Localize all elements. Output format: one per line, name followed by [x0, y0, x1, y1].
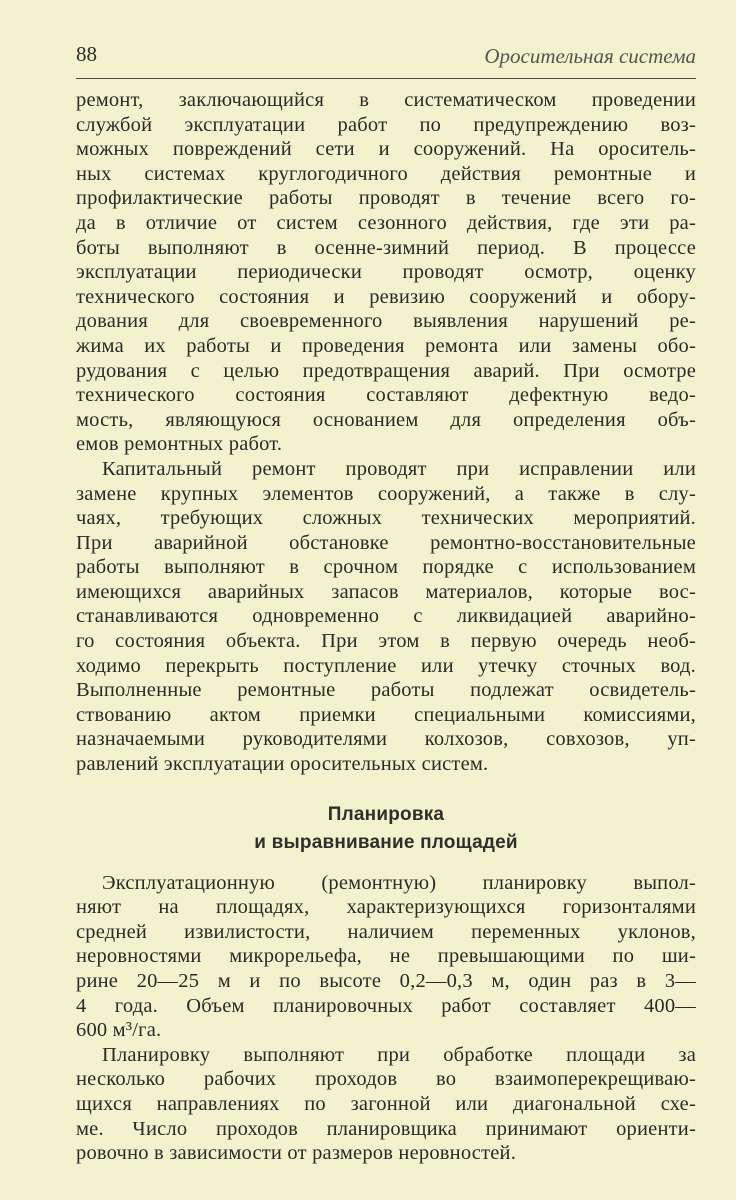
- section-title-line: Планировка: [327, 803, 445, 825]
- text-line: Эксплуатационную (ремонтную) планировку выпол-: [102, 871, 696, 894]
- paragraph: [76, 871, 696, 1043]
- paragraph: [76, 457, 696, 777]
- text-line: средней извилистости, наличием переменных уклонов,: [76, 920, 696, 943]
- text-line: станавливаются одновременно с ликвидацией аварийно-: [76, 605, 696, 628]
- text-line: несколько рабочих проходов во взаимоперекрещиваю-: [76, 1068, 696, 1091]
- running-title: Оросительная система: [484, 44, 696, 68]
- text-line: рине 20—25 м и по высоте 0,2—0,3 м, один раз в 3—: [76, 970, 696, 992]
- text-line: службой эксплуатации работ по предупреждению воз-: [76, 113, 696, 136]
- section-title-line: и выравнивание площадей: [254, 831, 518, 853]
- text-line: да в отличие от систем сезонного действия, где эти ра-: [76, 211, 696, 234]
- text-line: го состояния объекта. При этом в первую очередь необ-: [76, 630, 696, 653]
- text-line: технического состояния и ревизию сооружений и обору-: [76, 285, 696, 308]
- page-header: [76, 38, 696, 79]
- paragraph: [76, 1043, 696, 1166]
- text-line: имеющихся аварийных запасов материалов, которые вос-: [76, 580, 696, 603]
- section-title: [76, 801, 696, 857]
- text-line: жима их работы и проведения ремонта или замены обо-: [76, 334, 696, 357]
- text-line: мость, являющуюся основанием для определения объ-: [76, 408, 696, 431]
- text-line: равлений эксплуатации оросительных систем.: [76, 753, 489, 776]
- text-line: профилактические работы проводят в течение всего го-: [76, 187, 696, 210]
- text-line: неровностями микрорельефа, не превышающими по ши-: [76, 945, 696, 968]
- text-line: боты выполняют в осенне-зимний период. В процессе: [76, 236, 696, 259]
- text-line: няют на площадях, характеризующихся горизонталями: [76, 896, 696, 919]
- text-line: ремонт, заключающийся в систематическом проведении: [76, 89, 696, 111]
- text-line: емов ремонтных работ.: [76, 433, 283, 456]
- text-line: Планировку выполняют при обработке площади за: [102, 1043, 696, 1066]
- text-line: чаях, требующих сложных технических мероприятий.: [76, 507, 696, 530]
- text-line: ных системах круглогодичного действия ремонтные и: [76, 162, 696, 185]
- page-number: 88: [76, 42, 97, 66]
- text-line: ровочно в зависимости от размеров неровностей.: [76, 1142, 517, 1165]
- text-line: рудования с целью предотвращения аварий. При осмотре: [76, 359, 696, 382]
- text-line: 600 м³/га.: [76, 1019, 162, 1042]
- text-line: ходимо перекрыть поступление или утечку сточных вод.: [76, 654, 696, 677]
- body-text: [76, 88, 696, 1166]
- text-line: ствованию актом приемки специальными комиссиями,: [76, 703, 696, 726]
- paragraph: [76, 88, 696, 457]
- text-line: технического состояния составляют дефектную ведо-: [76, 384, 696, 407]
- text-line: эксплуатации периодически проводят осмотр, оценку: [76, 261, 696, 284]
- text-line: Выполненные ремонтные работы подлежат освидетель-: [76, 679, 696, 702]
- text-line: дования для своевременного выявления нарушений ре-: [76, 310, 696, 333]
- text-line: замене крупных элементов сооружений, а также в слу-: [76, 482, 696, 505]
- text-line: работы выполняют в срочном порядке с использованием: [76, 556, 696, 579]
- text-line: щихся направлениях по загонной или диагональной схе-: [76, 1092, 696, 1115]
- text-line: можных повреждений сети и сооружений. На ороситель-: [76, 138, 696, 161]
- text-line: ме. Число проходов планировщика принимают ориенти-: [76, 1117, 696, 1140]
- text-line: При аварийной обстановке ремонтно-восстановительные: [76, 531, 696, 554]
- text-line: назначаемыми руководителями колхозов, совхозов, уп-: [76, 728, 696, 751]
- text-line: 4 года. Объем планировочных работ составляет 400—: [76, 994, 696, 1017]
- text-line: Капитальный ремонт проводят при исправлении или: [102, 457, 696, 480]
